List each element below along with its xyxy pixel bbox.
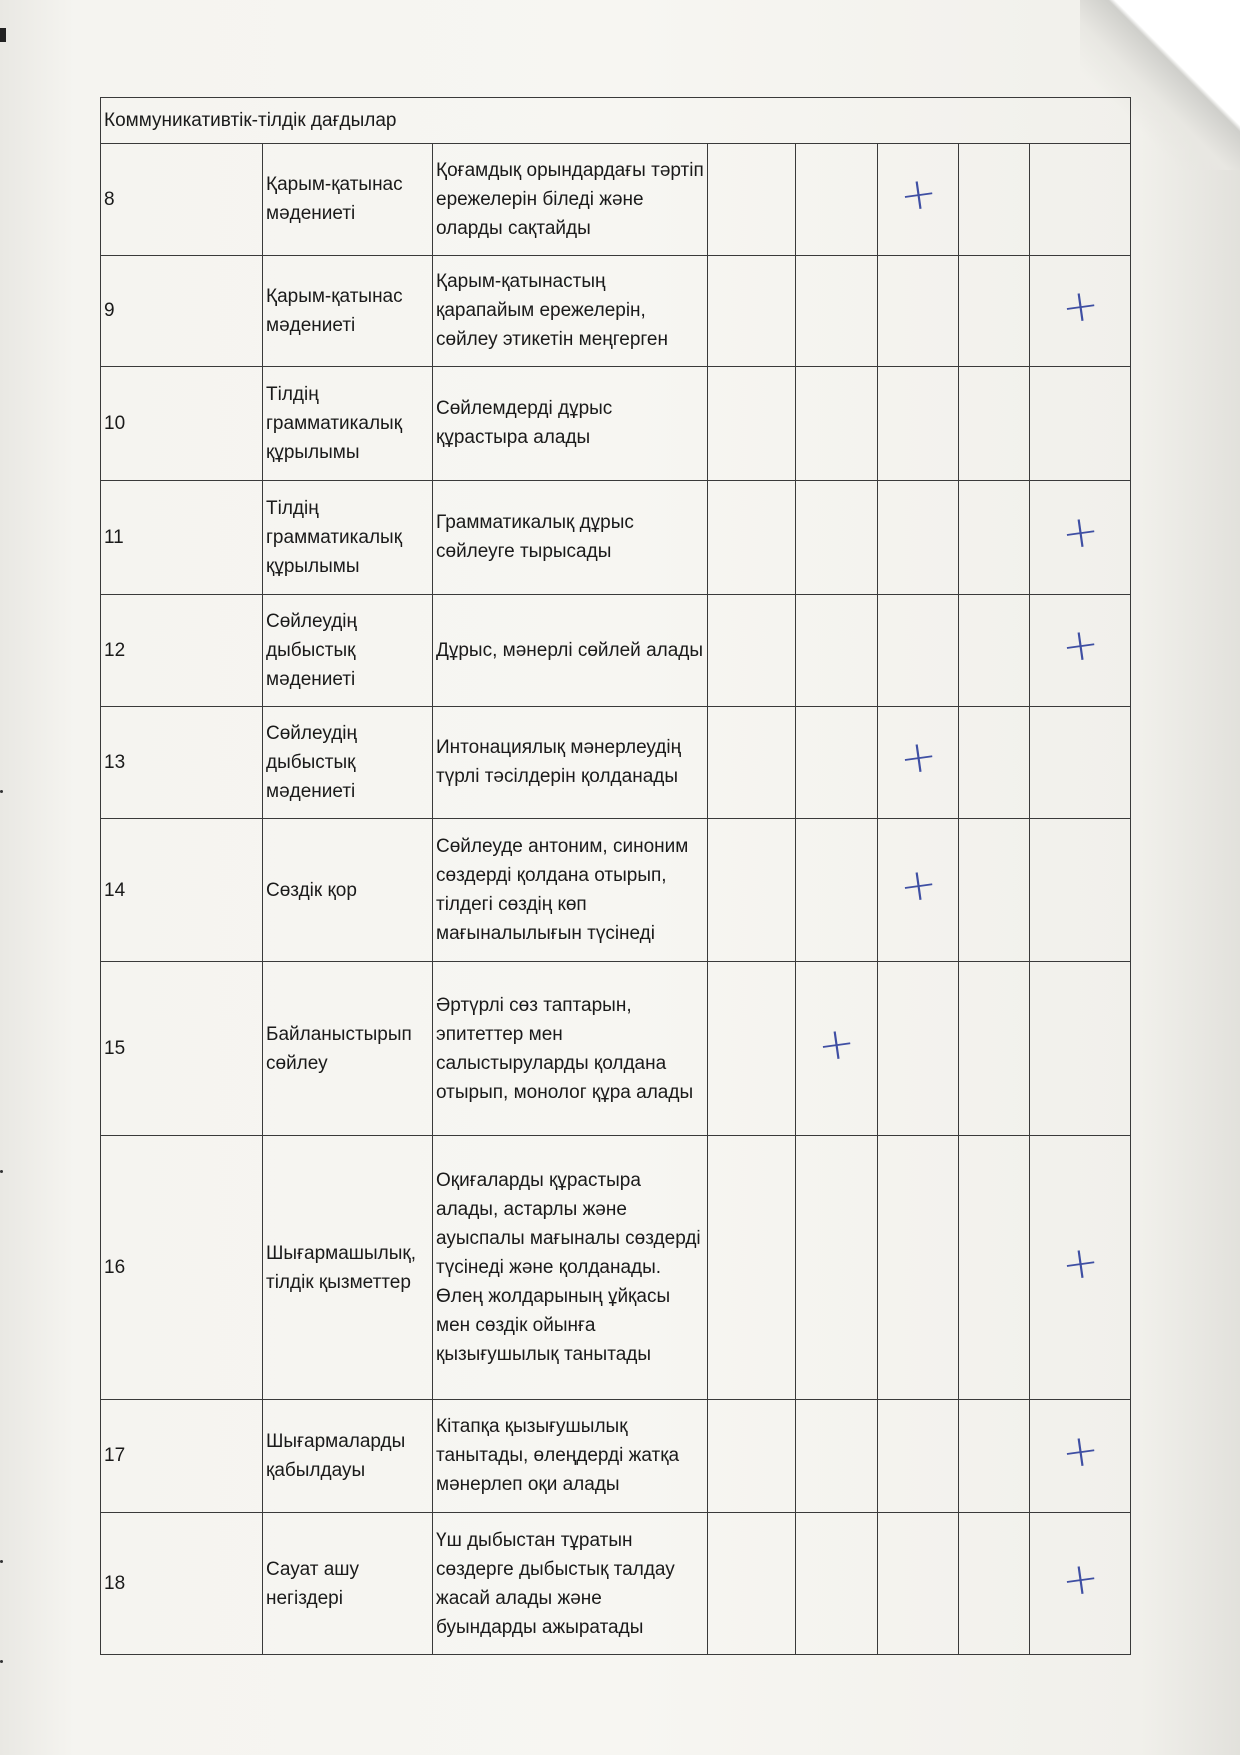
skill-description: Кітапқа қызығушылық танытады, өлеңдерді жатқа мәнерлеп оқи алады — [433, 1399, 708, 1513]
row-number: 14 — [101, 819, 263, 962]
row-number: 9 — [101, 255, 263, 366]
skill-description: Дұрыс, мәнерлі сөйлей алады — [433, 595, 708, 706]
assessment-cell — [708, 819, 796, 962]
assessment-cell — [959, 255, 1030, 366]
check-mark: + — [1058, 1423, 1102, 1480]
table-row — [101, 480, 1131, 595]
check-mark: + — [896, 730, 940, 786]
assessment-cell — [1030, 1399, 1131, 1513]
table-row — [101, 144, 1131, 255]
assessment-cell — [796, 706, 878, 819]
row-number: 8 — [101, 144, 263, 255]
skill-description: Қарым-қатынастың қарапайым ережелерін, сөйлеу этикетін меңгерген — [433, 255, 708, 366]
assessment-cell — [708, 595, 796, 706]
check-mark: + — [1058, 1551, 1102, 1607]
section-header: Коммуникативтік-тілдік дағдылар — [101, 98, 1131, 144]
row-number: 15 — [101, 962, 263, 1136]
assessment-cell — [796, 144, 878, 255]
assessment-cell — [708, 706, 796, 819]
skill-area: Қарым-қатынас мәдениеті — [263, 144, 433, 255]
assessment-cell — [959, 1136, 1030, 1399]
skill-description: Оқиғаларды құрастыра алады, астарлы және ауыспалы мағыналы сөздерді түсінеді және қолданады. Өлең жолдарының ұйқасы мен сөздік ойынға қызығушылық танытады — [433, 1136, 708, 1399]
assessment-cell — [878, 144, 959, 255]
table-row — [101, 706, 1131, 819]
skill-description: Интонациялық мәнерлеудің түрлі тәсілдерін қолданады — [433, 706, 708, 819]
assessment-cell — [1030, 819, 1131, 962]
assessment-cell — [878, 255, 959, 366]
scan-edge-dot — [0, 1660, 3, 1663]
table-row — [101, 1399, 1131, 1513]
assessment-cell — [878, 1136, 959, 1399]
assessment-cell — [959, 366, 1030, 480]
assessment-cell — [1030, 962, 1131, 1136]
skill-area: Шығармаларды қабылдауы — [263, 1399, 433, 1513]
table-row — [101, 595, 1131, 706]
assessment-cell — [1030, 1513, 1131, 1655]
table-row — [101, 819, 1131, 962]
assessment-cell — [878, 595, 959, 706]
row-number: 11 — [101, 480, 263, 595]
skill-area: Шығармашылық, тілдік қызметтер — [263, 1136, 433, 1399]
assessment-cell — [959, 480, 1030, 595]
skill-area: Сөздік қор — [263, 819, 433, 962]
table-row — [101, 1136, 1131, 1399]
skill-area: Байланыстырып сөйлеу — [263, 962, 433, 1136]
assessment-cell — [1030, 366, 1131, 480]
assessment-cell — [708, 1513, 796, 1655]
assessment-cell — [708, 962, 796, 1136]
scan-edge-mark — [0, 28, 6, 42]
check-mark: + — [1058, 1235, 1102, 1291]
assessment-cell — [708, 366, 796, 480]
assessment-cell — [878, 706, 959, 819]
check-mark: + — [1058, 505, 1102, 561]
assessment-cell — [796, 819, 878, 962]
scan-edge-dot — [0, 1170, 3, 1173]
table-row — [101, 1513, 1131, 1655]
assessment-cell — [1030, 595, 1131, 706]
skill-description: Сөйлемдерді дұрыс құрастыра алады — [433, 366, 708, 480]
assessment-cell — [796, 480, 878, 595]
assessment-cell — [796, 1513, 878, 1655]
assessment-cell — [796, 962, 878, 1136]
assessment-cell — [878, 1513, 959, 1655]
assessment-cell — [1030, 144, 1131, 255]
assessment-cell — [959, 962, 1030, 1136]
assessment-cell — [878, 1399, 959, 1513]
check-mark: + — [1058, 618, 1102, 674]
row-number: 17 — [101, 1399, 263, 1513]
row-number: 16 — [101, 1136, 263, 1399]
assessment-cell — [959, 706, 1030, 819]
skill-area: Қарым-қатынас мәдениеті — [263, 255, 433, 366]
assessment-cell — [878, 962, 959, 1136]
check-mark: + — [1058, 278, 1102, 335]
skill-description: Қоғамдық орындардағы тәртіп ережелерін біледі және оларды сақтайды — [433, 144, 708, 255]
assessment-cell — [1030, 1136, 1131, 1399]
assessment-cell — [959, 819, 1030, 962]
assessment-cell — [1030, 706, 1131, 819]
assessment-cell — [878, 366, 959, 480]
skill-description: Әртүрлі сөз таптарын, эпитеттер мен салыстыруларды қолдана отырып, монолог құра алады — [433, 962, 708, 1136]
assessment-cell — [796, 1399, 878, 1513]
row-number: 10 — [101, 366, 263, 480]
check-mark: + — [814, 1016, 859, 1073]
assessment-cell — [708, 255, 796, 366]
skill-area: Сөйлеудің дыбыстық мәдениеті — [263, 706, 433, 819]
skill-area: Сөйлеудің дыбыстық мәдениеті — [263, 595, 433, 706]
skill-description: Үш дыбыстан тұратын сөздерге дыбыстық талдау жасай алады және буындарды ажыратады — [433, 1513, 708, 1655]
row-number: 13 — [101, 706, 263, 819]
row-number: 18 — [101, 1513, 263, 1655]
assessment-cell — [959, 1399, 1030, 1513]
row-number: 12 — [101, 595, 263, 706]
skill-description: Грамматикалық дұрыс сөйлеуге тырысады — [433, 480, 708, 595]
assessment-cell — [878, 819, 959, 962]
assessment-cell — [708, 144, 796, 255]
scan-edge-dot — [0, 790, 3, 793]
assessment-cell — [959, 1513, 1030, 1655]
skill-description: Сөйлеуде антоним, синоним сөздерді қолдана отырып, тілдегі сөздің көп мағыналылығын түсінеді — [433, 819, 708, 962]
assessment-cell — [708, 480, 796, 595]
table-row — [101, 962, 1131, 1136]
table-row — [101, 255, 1131, 366]
assessment-cell — [796, 595, 878, 706]
assessment-cell — [708, 1136, 796, 1399]
check-mark: + — [896, 857, 940, 914]
assessment-cell — [1030, 255, 1131, 366]
check-mark: + — [896, 166, 940, 223]
assessment-cell — [708, 1399, 796, 1513]
assessment-cell — [959, 144, 1030, 255]
skill-area: Сауат ашу негіздері — [263, 1513, 433, 1655]
section-header-row — [101, 98, 1131, 144]
skills-checklist-table — [100, 97, 1131, 1655]
skill-area: Тілдің грамматикалық құрылымы — [263, 366, 433, 480]
table-row — [101, 366, 1131, 480]
assessment-cell — [796, 255, 878, 366]
assessment-cell — [878, 480, 959, 595]
assessment-cell — [796, 1136, 878, 1399]
skill-area: Тілдің грамматикалық құрылымы — [263, 480, 433, 595]
scan-edge-dot — [0, 1560, 3, 1563]
assessment-cell — [796, 366, 878, 480]
assessment-cell — [959, 595, 1030, 706]
assessment-cell — [1030, 480, 1131, 595]
